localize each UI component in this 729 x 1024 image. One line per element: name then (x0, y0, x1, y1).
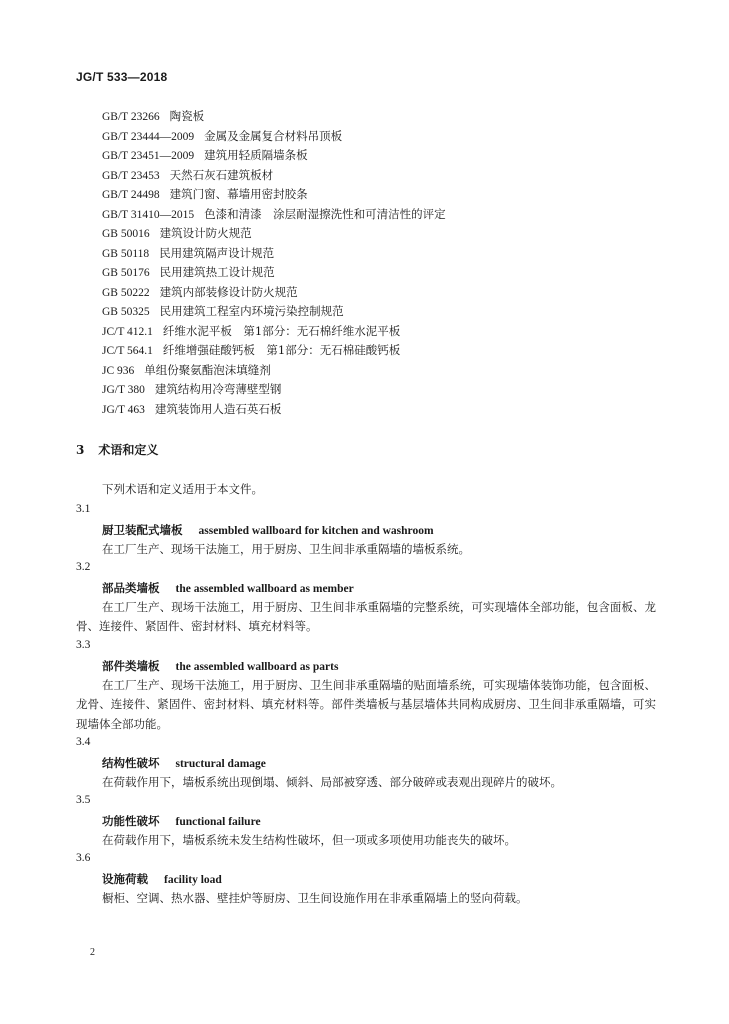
reference-title: 民用建筑工程室内环境污染控制规范 (159, 304, 344, 318)
term-chinese: 结构性破坏 (102, 755, 160, 770)
reference-title: 色漆和清漆 涂层耐湿擦洗性和可清洁性的评定 (204, 206, 446, 221)
list-item (102, 341, 446, 361)
term-english: facility load (164, 873, 222, 886)
term-chinese: 功能性破坏 (102, 813, 160, 828)
reference-title: 天然石灰石建筑板材 (169, 167, 274, 182)
reference-code: GB/T 23444—2009 (102, 130, 195, 143)
list-item (102, 322, 446, 342)
term-english: the assembled wallboard as member (175, 582, 354, 595)
term-english: assembled wallboard for kitchen and washroom (198, 524, 434, 537)
term-number: 3.6 (76, 852, 91, 864)
reference-code: JC 936 (102, 364, 135, 377)
reference-title: 民用建筑隔声设计规范 (159, 245, 275, 260)
list-item (102, 400, 446, 420)
term-chinese: 厨卫装配式墙板 (102, 522, 183, 537)
term-entry (76, 558, 656, 637)
term-definition: 橱柜、空调、热水器、壁挂炉等厨房、卫生间设施作用在非承重隔墙上的竖向荷载。 (102, 890, 528, 905)
reference-title: 建筑用轻质隔墙条板 (204, 148, 308, 162)
standard-code-header: JG/T 533—2018 (76, 70, 168, 84)
term-title (76, 656, 656, 676)
reference-code: GB/T 31410—2015 (102, 208, 195, 221)
term-title (76, 578, 656, 598)
term-entry (76, 636, 656, 734)
normative-references-list (102, 107, 446, 419)
section-title: 术语和定义 (98, 443, 159, 457)
reference-title: 民用建筑热工设计规范 (159, 265, 275, 279)
reference-title: 金属及金属复合材料吊顶板 (204, 128, 343, 143)
reference-title: 建筑设计防火规范 (159, 226, 252, 240)
reference-title: 建筑结构用冷弯薄壁型钢 (154, 382, 282, 396)
term-entry (76, 849, 656, 908)
reference-title: 纤维水泥平板 第1部分：无石棉纤维水泥平板 (162, 323, 401, 338)
section-number: 3 (76, 443, 85, 457)
section-intro: 下列术语和定义适用于本文件。 (102, 482, 263, 496)
list-item (102, 244, 446, 264)
list-item (102, 107, 446, 127)
reference-code: GB 50118 (102, 247, 150, 260)
term-number: 3.5 (76, 794, 91, 806)
list-item (102, 361, 446, 381)
list-item (102, 127, 446, 147)
term-definition: 在工厂生产、现场干法施工，用于厨房、卫生间非承重隔墙的完整系统，可实现墙体全部功能，包含面板、龙骨、连接件、紧固件、密封材料、填充材料等。 (76, 599, 656, 633)
reference-code: JG/T 463 (102, 403, 145, 416)
section-heading (76, 441, 158, 458)
list-item (102, 380, 446, 400)
term-definition: 在荷载作用下，墙板系统出现倒塌、倾斜、局部被穿透、部分破碎或表观出现碎片的破坏。 (102, 774, 562, 789)
reference-code: JC/T 412.1 (102, 325, 153, 338)
reference-code: GB/T 23451—2009 (102, 150, 195, 162)
term-chinese: 部件类墙板 (102, 658, 160, 673)
term-entry (76, 791, 656, 850)
list-item (102, 146, 446, 166)
term-english: functional failure (175, 815, 261, 828)
reference-title: 纤维增强硅酸钙板 第1部分：无石棉硅酸钙板 (162, 343, 401, 357)
term-english: the assembled wallboard as parts (175, 660, 339, 673)
reference-code: JG/T 380 (102, 384, 145, 396)
term-definition: 在工厂生产、现场干法施工，用于厨房、卫生间非承重隔墙的墙板系统。 (102, 541, 470, 556)
reference-code: GB 50222 (102, 286, 150, 299)
term-number: 3.2 (76, 561, 91, 573)
term-title (76, 520, 656, 540)
reference-code: GB 50176 (102, 267, 150, 279)
term-entry (76, 500, 656, 559)
list-item (102, 166, 446, 186)
page-number: 2 (90, 947, 95, 958)
reference-code: GB 50325 (102, 306, 150, 318)
reference-code: JC/T 564.1 (102, 345, 153, 357)
term-title (76, 811, 656, 831)
term-chinese: 设施荷载 (102, 871, 148, 886)
reference-title: 单组份聚氨酯泡沫填缝剂 (144, 362, 271, 377)
term-definition: 在荷载作用下，墙板系统未发生结构性破坏，但一项或多项使用功能丧失的破坏。 (102, 832, 516, 847)
term-chinese: 部品类墙板 (102, 580, 160, 595)
term-title (76, 869, 656, 889)
reference-title: 陶瓷板 (169, 109, 205, 123)
list-item (102, 224, 446, 244)
list-item (102, 263, 446, 283)
reference-code: GB/T 24498 (102, 189, 160, 201)
reference-title: 建筑装饰用人造石英石板 (154, 401, 282, 416)
term-number: 3.4 (76, 736, 91, 748)
reference-code: GB 50016 (102, 228, 150, 240)
reference-title: 建筑内部装修设计防火规范 (159, 284, 298, 299)
reference-title: 建筑门窗、幕墙用密封胶条 (169, 187, 308, 201)
term-entry (76, 733, 656, 792)
term-english: structural damage (175, 757, 266, 770)
list-item (102, 185, 446, 205)
reference-code: GB/T 23266 (102, 111, 160, 123)
list-item (102, 302, 446, 322)
term-title (76, 753, 656, 773)
term-number: 3.1 (76, 503, 91, 515)
term-number: 3.3 (76, 639, 91, 651)
reference-code: GB/T 23453 (102, 169, 160, 182)
term-definition: 在工厂生产、现场干法施工，用于厨房、卫生间非承重隔墙的贴面墙系统，可实现墙体装饰功能，包含面板、龙骨、连接件、紧固件、密封材料、填充材料等。部件类墙板与基层墙体共同构成厨房、卫生间非承重隔墙，可实现墙体全部功能。 (76, 677, 656, 731)
list-item (102, 283, 446, 303)
list-item (102, 205, 446, 225)
